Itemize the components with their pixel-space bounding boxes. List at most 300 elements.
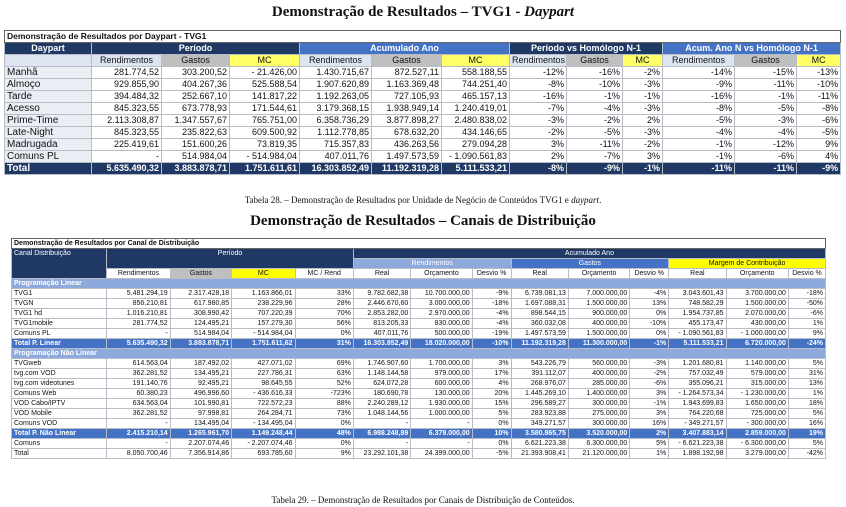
value-cell: 2.480.838,02: [442, 115, 510, 127]
total-row: [12, 449, 826, 459]
value-cell: 7.356.914,86: [170, 449, 231, 459]
subheader-cell: Rendimentos: [92, 55, 162, 67]
value-cell: -5%: [567, 127, 623, 139]
value-cell: 560.000,00: [568, 359, 629, 369]
value-cell: 1.943.699,83: [669, 399, 726, 409]
value-cell: 355.096,21: [669, 379, 726, 389]
value-cell: 898.544,15: [511, 309, 568, 319]
value-cell: 73%: [295, 409, 353, 419]
value-cell: 3.877.898,27: [372, 115, 442, 127]
value-cell: 455.173,47: [669, 319, 726, 329]
value-cell: 31%: [788, 369, 825, 379]
subheader-cell: Orçamento: [568, 269, 629, 279]
subheader-cell: Desvio %: [788, 269, 825, 279]
table-row: [5, 115, 841, 127]
value-cell: -50%: [788, 299, 825, 309]
value-cell: 13%: [630, 299, 669, 309]
value-cell: -: [411, 439, 472, 449]
value-cell: 3.883.878,71: [162, 163, 230, 175]
subheader-cell: Orçamento: [726, 269, 788, 279]
value-cell: 31%: [295, 339, 353, 349]
value-cell: 0%: [630, 309, 669, 319]
value-cell: 92.495,21: [170, 379, 231, 389]
value-cell: -11%: [567, 139, 623, 151]
value-cell: 1.898.192,98: [669, 449, 726, 459]
value-cell: 264.284,71: [232, 409, 295, 419]
table-row: [12, 329, 826, 339]
row-label: Total: [5, 163, 92, 175]
value-cell: 11.300.000,00: [568, 339, 629, 349]
value-cell: - 21.426,00: [230, 67, 300, 79]
subheader-cell: MC: [230, 55, 300, 67]
table-row: [12, 309, 826, 319]
value-cell: 400.000,00: [568, 319, 629, 329]
header-gastos: Gastos: [511, 259, 669, 269]
subheader-cell: MC: [623, 55, 663, 67]
row-label: Acesso: [5, 103, 92, 115]
value-cell: 5%: [788, 409, 825, 419]
value-cell: 744.251,40: [442, 79, 510, 91]
value-cell: 60.380,23: [107, 389, 170, 399]
value-cell: - 6.621.223,38: [669, 439, 726, 449]
table-row: [5, 103, 841, 115]
value-cell: -18%: [788, 289, 825, 299]
value-cell: 813.205,33: [353, 319, 410, 329]
row-label: TVG1mobile: [12, 319, 107, 329]
value-cell: -10%: [797, 79, 841, 91]
subheader-cell: Real: [669, 269, 726, 279]
row-label: VOD Cabo/IPTV: [12, 399, 107, 409]
value-cell: -8%: [663, 103, 735, 115]
table-row: [5, 79, 841, 91]
value-cell: 48%: [295, 429, 353, 439]
value-cell: 303.200,52: [162, 67, 230, 79]
value-cell: -2%: [630, 369, 669, 379]
value-cell: -1%: [623, 163, 663, 175]
table-row: [5, 67, 841, 79]
value-cell: 2.240.289,12: [353, 399, 410, 409]
value-cell: -: [92, 151, 162, 163]
value-cell: 101.990,81: [170, 399, 231, 409]
value-cell: 3.043.601,43: [669, 289, 726, 299]
value-cell: - 6.300.000,00: [726, 439, 788, 449]
value-cell: -3%: [623, 103, 663, 115]
header-daypart: Daypart: [5, 43, 92, 55]
value-cell: 2.207.074,46: [170, 439, 231, 449]
value-cell: 1.148.144,58: [353, 369, 410, 379]
value-cell: 73.819,35: [230, 139, 300, 151]
value-cell: -4%: [663, 127, 735, 139]
row-label: Tarde: [5, 91, 92, 103]
value-cell: 20%: [472, 389, 511, 399]
value-cell: 543.226,79: [511, 359, 568, 369]
value-cell: 3.700.000,00: [726, 289, 788, 299]
row-label: TVGN: [12, 299, 107, 309]
value-cell: 3.580.865,75: [511, 429, 568, 439]
value-cell: 5.111.533,21: [442, 163, 510, 175]
value-cell: - 1.230.000,00: [726, 389, 788, 399]
value-cell: 362.281,52: [107, 409, 170, 419]
value-cell: -6%: [630, 379, 669, 389]
value-cell: 496.996,60: [170, 389, 231, 399]
table-top-caption: Demonstração de Resultados por Daypart - TVG1: [5, 31, 841, 43]
value-cell: 722.572,23: [232, 399, 295, 409]
value-cell: 1.500.000,00: [568, 299, 629, 309]
value-cell: 1.500.000,00: [568, 329, 629, 339]
value-cell: 404.267,36: [162, 79, 230, 91]
value-cell: -: [353, 439, 410, 449]
value-cell: -2%: [567, 115, 623, 127]
header-periodo: Período: [107, 249, 354, 269]
value-cell: - 300.000,00: [726, 419, 788, 429]
value-cell: 707.220,39: [232, 309, 295, 319]
value-cell: -12%: [510, 67, 567, 79]
value-cell: 1.201.680,81: [669, 359, 726, 369]
subheader-cell: Desvio %: [472, 269, 511, 279]
table-row: [12, 289, 826, 299]
value-cell: 624.072,28: [353, 379, 410, 389]
header-acum-vs-homologo: Acum. Ano N vs Homólogo N-1: [663, 43, 841, 55]
value-cell: 0%: [295, 419, 353, 429]
row-label: Total P. Linear: [12, 339, 107, 349]
value-cell: 1.140.000,00: [726, 359, 788, 369]
value-cell: 97.998,81: [170, 409, 231, 419]
value-cell: 33%: [295, 289, 353, 299]
total-row: [12, 339, 826, 349]
table-row: [12, 369, 826, 379]
value-cell: 1.746.907,60: [353, 359, 410, 369]
value-cell: 21.393.908,41: [511, 449, 568, 459]
value-cell: 2%: [623, 115, 663, 127]
value-cell: 134.495,21: [170, 369, 231, 379]
value-cell: -1%: [630, 399, 669, 409]
value-cell: 2.970.000,00: [411, 309, 472, 319]
value-cell: 11.192.319,28: [372, 163, 442, 175]
value-cell: 296.589,27: [511, 399, 568, 409]
value-cell: 525.588,54: [230, 79, 300, 91]
value-cell: 70%: [295, 309, 353, 319]
value-cell: 238.229,96: [232, 299, 295, 309]
row-label: VOD Mobile: [12, 409, 107, 419]
value-cell: -9%: [797, 163, 841, 175]
value-cell: 3.520.000,00: [568, 429, 629, 439]
value-cell: 225.419,61: [92, 139, 162, 151]
subheader-cell: Desvio %: [630, 269, 669, 279]
value-cell: 2.859.000,00: [726, 429, 788, 439]
value-cell: 3%: [510, 139, 567, 151]
value-cell: 400.000,00: [568, 369, 629, 379]
value-cell: 514.984,04: [162, 151, 230, 163]
value-cell: -1%: [663, 151, 735, 163]
subheader-cell: MC / Rend: [295, 269, 353, 279]
value-cell: 16%: [630, 419, 669, 429]
value-cell: 1.112.778,85: [300, 127, 372, 139]
value-cell: -723%: [295, 389, 353, 399]
table29-caption: Tabela 29. – Demonstração de Resultados por Canais de Distribuição de Conteúdos.: [271, 495, 575, 505]
value-cell: 2.070.000,00: [726, 309, 788, 319]
value-cell: 275.000,00: [568, 409, 629, 419]
value-cell: 171.544,61: [230, 103, 300, 115]
row-label: tvg.com videotunes: [12, 379, 107, 389]
value-cell: -2%: [623, 67, 663, 79]
value-cell: 500.000,00: [411, 329, 472, 339]
value-cell: 360.032,08: [511, 319, 568, 329]
value-cell: 0%: [472, 439, 511, 449]
value-cell: 9.782.682,38: [353, 289, 410, 299]
value-cell: 715.357,83: [300, 139, 372, 151]
value-cell: -1%: [630, 339, 669, 349]
value-cell: -5%: [797, 127, 841, 139]
table-row: [12, 419, 826, 429]
value-cell: 283.923,88: [511, 409, 568, 419]
value-cell: 929.855,90: [92, 79, 162, 91]
value-cell: - 1.090.561,83: [669, 329, 726, 339]
value-cell: 8.050.700,46: [107, 449, 170, 459]
value-cell: 764.220,68: [669, 409, 726, 419]
value-cell: -4%: [567, 103, 623, 115]
value-cell: 151.600,26: [162, 139, 230, 151]
value-cell: -: [353, 419, 410, 429]
value-cell: 187.492,02: [170, 359, 231, 369]
value-cell: 6.621.223,38: [511, 439, 568, 449]
value-cell: 16%: [788, 419, 825, 429]
value-cell: 748.582,29: [669, 299, 726, 309]
value-cell: -5%: [735, 103, 797, 115]
value-cell: 98.645,55: [232, 379, 295, 389]
header-periodo-vs-homologo: Período vs Homólogo N-1: [510, 43, 663, 55]
value-cell: 300.000,00: [568, 399, 629, 409]
value-cell: 673.778,93: [162, 103, 230, 115]
value-cell: - 2.207.074,46: [232, 439, 295, 449]
value-cell: 6.988.248,89: [353, 429, 410, 439]
table2-top-caption: Demonstração de Resultados por Canal de Distribuição: [12, 239, 826, 249]
value-cell: 1.697.088,31: [511, 299, 568, 309]
title-italic: Daypart: [524, 4, 575, 20]
subheader-blank: [5, 55, 92, 67]
value-cell: 1.751.611,61: [230, 163, 300, 175]
row-label: Total: [12, 449, 107, 459]
value-cell: -9%: [472, 289, 511, 299]
value-cell: - 514.984,04: [232, 329, 295, 339]
value-cell: 391.112,07: [511, 369, 568, 379]
value-cell: 0%: [630, 329, 669, 339]
section-row: [12, 279, 826, 289]
subheader-cell: Real: [353, 269, 410, 279]
row-label: tvg.com VOD: [12, 369, 107, 379]
value-cell: 0%: [295, 329, 353, 339]
value-cell: -6%: [797, 115, 841, 127]
value-cell: 830.000,00: [411, 319, 472, 329]
caption-italic: daypart: [571, 195, 600, 205]
value-cell: 227.786,31: [232, 369, 295, 379]
value-cell: 10.700.000,00: [411, 289, 472, 299]
subheader-cell: Rendimentos: [663, 55, 735, 67]
value-cell: 1.650.000,00: [726, 399, 788, 409]
caption-end: .: [599, 195, 602, 205]
value-cell: -11%: [797, 91, 841, 103]
value-cell: -6%: [788, 309, 825, 319]
table-row: [12, 439, 826, 449]
value-cell: 1.907.620,89: [300, 79, 372, 91]
value-cell: 1.163.369,48: [372, 79, 442, 91]
caption-text: Tabela 28. – Demonstração de Resultados por Unidade de Negócio de Conteúdos TVG1 e: [244, 195, 572, 205]
value-cell: 2.415.210,14: [107, 429, 170, 439]
value-cell: 609.500,92: [230, 127, 300, 139]
table28-caption: [0, 195, 846, 205]
value-cell: 56%: [295, 319, 353, 329]
header-canal: Canal Distribuição: [12, 249, 107, 279]
value-cell: 2%: [510, 151, 567, 163]
value-cell: 394.484,32: [92, 91, 162, 103]
value-cell: -18%: [472, 299, 511, 309]
value-cell: -: [107, 329, 170, 339]
value-cell: 678.632,20: [372, 127, 442, 139]
value-cell: 24.399.000,00: [411, 449, 472, 459]
table-row: [12, 379, 826, 389]
value-cell: 5%: [788, 359, 825, 369]
value-cell: 1%: [630, 449, 669, 459]
value-cell: 1.700.000,00: [411, 359, 472, 369]
value-cell: -10%: [630, 319, 669, 329]
value-cell: -: [411, 419, 472, 429]
header-periodo: Período: [92, 43, 300, 55]
value-cell: 900.000,00: [568, 309, 629, 319]
value-cell: 9%: [788, 329, 825, 339]
value-cell: -10%: [567, 79, 623, 91]
value-cell: -3%: [510, 115, 567, 127]
value-cell: - 134.495,04: [232, 419, 295, 429]
value-cell: 3%: [630, 409, 669, 419]
value-cell: 268.976,07: [511, 379, 568, 389]
value-cell: -3%: [735, 115, 797, 127]
value-cell: -4%: [735, 127, 797, 139]
value-cell: 2.317.428,18: [170, 289, 231, 299]
value-cell: 1.347.557,67: [162, 115, 230, 127]
table-row: [5, 127, 841, 139]
row-label: Comuns PL: [5, 151, 92, 163]
value-cell: 1.048.144,56: [353, 409, 410, 419]
table-row: [5, 139, 841, 151]
value-cell: - 349.271,57: [669, 419, 726, 429]
value-cell: 693.785,60: [232, 449, 295, 459]
value-cell: 2.446.670,60: [353, 299, 410, 309]
value-cell: 16.303.852,49: [300, 163, 372, 175]
value-cell: 235.822,63: [162, 127, 230, 139]
value-cell: - 436.616,33: [232, 389, 295, 399]
value-cell: 1.938.949,14: [372, 103, 442, 115]
value-cell: -2%: [510, 127, 567, 139]
value-cell: -4%: [472, 309, 511, 319]
value-cell: 19%: [788, 429, 825, 439]
value-cell: -14%: [663, 67, 735, 79]
section-label: Programação Linear: [12, 279, 826, 289]
value-cell: 134.495,04: [170, 419, 231, 429]
value-cell: 5%: [472, 409, 511, 419]
value-cell: 7.000.000,00: [568, 289, 629, 299]
value-cell: 124.495,21: [170, 319, 231, 329]
value-cell: -: [107, 419, 170, 429]
subheader-cell: Rendimentos: [107, 269, 170, 279]
table-row: [12, 359, 826, 369]
value-cell: 1.016.210,81: [107, 309, 170, 319]
value-cell: 727.105,93: [372, 91, 442, 103]
value-cell: -15%: [735, 67, 797, 79]
value-cell: 6.300.000,00: [568, 439, 629, 449]
value-cell: 13%: [788, 379, 825, 389]
row-label: TVG1: [12, 289, 107, 299]
value-cell: 4%: [472, 379, 511, 389]
value-cell: -1%: [663, 139, 735, 151]
subheader-cell: Rendimentos: [510, 55, 567, 67]
value-cell: -16%: [663, 91, 735, 103]
value-cell: 3.179.368,15: [300, 103, 372, 115]
value-cell: 2%: [630, 429, 669, 439]
value-cell: 6.379.000,00: [411, 429, 472, 439]
table-row: [12, 389, 826, 399]
value-cell: -3%: [623, 127, 663, 139]
value-cell: 1.430.715,67: [300, 67, 372, 79]
subheader-cell: MC: [797, 55, 841, 67]
value-cell: 3.407.883,14: [669, 429, 726, 439]
value-cell: 4%: [797, 151, 841, 163]
value-cell: 3%: [623, 151, 663, 163]
value-cell: 614.563,04: [107, 359, 170, 369]
value-cell: 279.094,28: [442, 139, 510, 151]
value-cell: 430.000,00: [726, 319, 788, 329]
row-label: Total P. Não Linear: [12, 429, 107, 439]
value-cell: -1%: [567, 91, 623, 103]
value-cell: 10%: [472, 429, 511, 439]
value-cell: -11%: [735, 79, 797, 91]
value-cell: -3%: [623, 79, 663, 91]
daypart-table: [4, 30, 841, 175]
value-cell: 315.000,00: [726, 379, 788, 389]
value-cell: 2.113.308,87: [92, 115, 162, 127]
value-cell: 23.292.101,38: [353, 449, 410, 459]
subheader-cell: MC: [232, 269, 295, 279]
value-cell: 5.111.533,21: [669, 339, 726, 349]
value-cell: -3%: [630, 359, 669, 369]
table-row: [5, 151, 841, 163]
value-cell: -4%: [472, 319, 511, 329]
value-cell: 407.011,76: [300, 151, 372, 163]
value-cell: 308.990,42: [170, 309, 231, 319]
subheader-cell: Orçamento: [411, 269, 472, 279]
row-label: TVG1 hd: [12, 309, 107, 319]
table-row: [5, 91, 841, 103]
value-cell: -1%: [623, 91, 663, 103]
canais-table: [11, 238, 826, 459]
value-cell: -12%: [735, 139, 797, 151]
value-cell: 1%: [788, 319, 825, 329]
value-cell: 436.263,56: [372, 139, 442, 151]
value-cell: -1%: [735, 91, 797, 103]
value-cell: -11%: [663, 163, 735, 175]
value-cell: 5.481.294,19: [107, 289, 170, 299]
value-cell: 2.853.282,00: [353, 309, 410, 319]
value-cell: 600.000,00: [411, 379, 472, 389]
value-cell: -42%: [788, 449, 825, 459]
value-cell: 300.000,00: [568, 419, 629, 429]
value-cell: 872.527,11: [372, 67, 442, 79]
row-label: Comuns VOD: [12, 419, 107, 429]
value-cell: - 1.090.561,83: [442, 151, 510, 163]
value-cell: 1.265.961,70: [170, 429, 231, 439]
value-cell: 3.883.878,71: [170, 339, 231, 349]
value-cell: 349.271,57: [511, 419, 568, 429]
value-cell: -19%: [472, 329, 511, 339]
row-label: Comuns Web: [12, 389, 107, 399]
